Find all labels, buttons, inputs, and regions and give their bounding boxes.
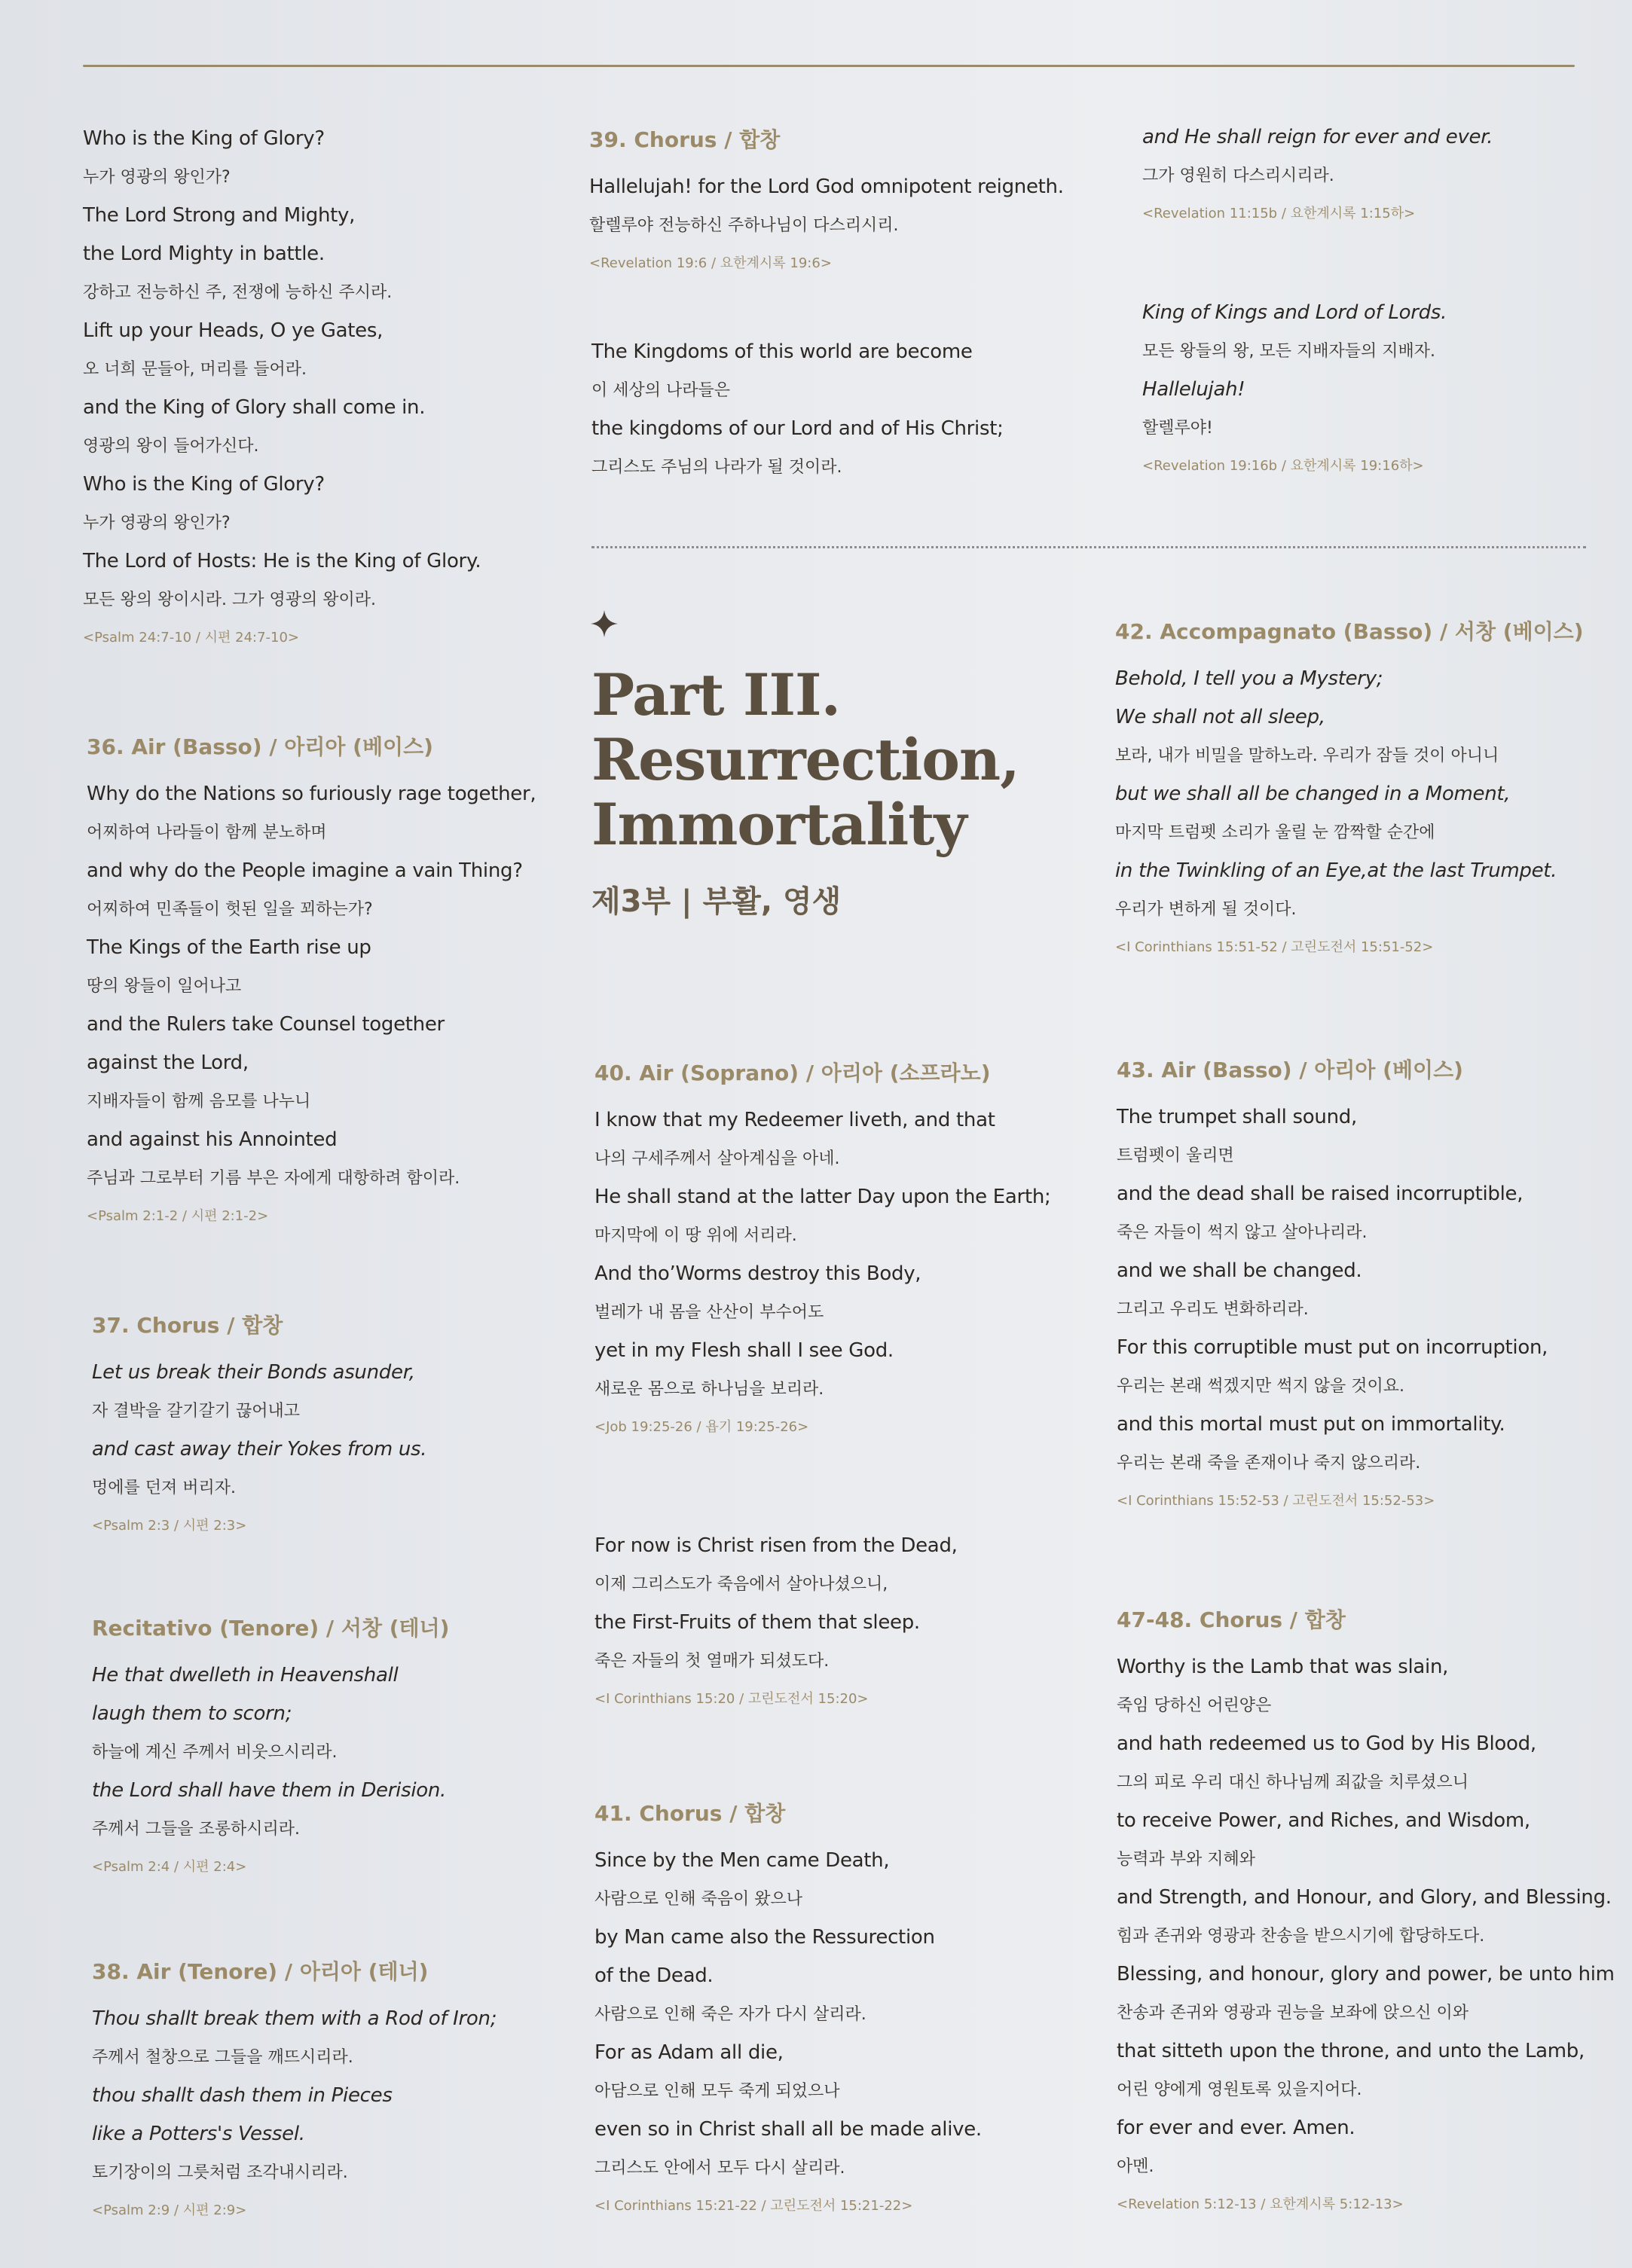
english-lyric-line: For as Adam all die, bbox=[594, 2041, 784, 2064]
korean-lyric-line: 나의 구세주께서 살아계심을 아네. bbox=[594, 1149, 840, 1168]
section-heading: 40. Air (Soprano) / 아리아 (소프라노) bbox=[594, 1061, 991, 1085]
english-lyric-line: in the Twinkling of an Eye,at the last Trumpet. bbox=[1115, 859, 1557, 882]
section-heading: 47-48. Chorus / 합창 bbox=[1117, 1607, 1346, 1632]
english-lyric-line: The trumpet shall sound, bbox=[1117, 1106, 1357, 1128]
english-lyric-line: Behold, I tell you a Mystery; bbox=[1115, 667, 1383, 690]
scripture-reference: <Psalm 2:4 / 시편 2:4> bbox=[92, 1859, 247, 1875]
korean-lyric-line: 그리고 우리도 변화하리라. bbox=[1117, 1300, 1309, 1319]
english-lyric-line: Lift up your Heads, O ye Gates, bbox=[83, 319, 384, 342]
english-lyric-line: Who is the King of Glory? bbox=[83, 127, 325, 150]
korean-lyric-line: 주께서 철창으로 그들을 깨뜨시리라. bbox=[92, 2048, 353, 2067]
korean-lyric-line: 어찌하여 민족들이 헛된 일을 꾀하는가? bbox=[87, 900, 373, 919]
english-lyric-line: Why do the Nations so furiously rage together, bbox=[87, 783, 536, 805]
korean-lyric-line: 그리스도 주님의 나라가 될 것이라. bbox=[591, 458, 842, 477]
korean-lyric-line: 지배자들이 함께 음모를 나누니 bbox=[87, 1092, 311, 1111]
part-title-line3: Immortality bbox=[591, 791, 967, 858]
english-lyric-line: The Kings of the Earth rise up bbox=[87, 936, 371, 959]
english-lyric-line: King of Kings and Lord of Lords. bbox=[1142, 301, 1447, 324]
english-lyric-line: and the dead shall be raised incorruptible, bbox=[1117, 1183, 1524, 1205]
english-lyric-line: thou shallt dash them in Pieces bbox=[92, 2084, 393, 2107]
english-lyric-line: Let us break their Bonds asunder, bbox=[92, 1361, 415, 1384]
scripture-reference: <Psalm 2:3 / 시편 2:3> bbox=[92, 1518, 247, 1534]
korean-lyric-line: 사람으로 인해 죽은 자가 다시 살리라. bbox=[594, 2005, 866, 2024]
korean-lyric-line: 죽임 당하신 어린양은 bbox=[1117, 1696, 1272, 1715]
part-title-korean: 제3부 | 부활, 영생 bbox=[591, 884, 842, 919]
korean-lyric-line: 새로운 몸으로 하나님을 보리라. bbox=[594, 1380, 824, 1399]
english-lyric-line: of the Dead. bbox=[594, 1964, 714, 1987]
english-lyric-line: Blessing, and honour, glory and power, be unto him bbox=[1117, 1963, 1615, 1986]
korean-lyric-line: 아담으로 인해 모두 죽게 되었으나 bbox=[594, 2082, 840, 2101]
english-lyric-line: and this mortal must put on immortality. bbox=[1117, 1413, 1505, 1436]
korean-lyric-line: 토기장이의 그릇처럼 조각내시리라. bbox=[92, 2163, 348, 2182]
section-36 bbox=[87, 728, 536, 1235]
english-lyric-line: but we shall all be changed in a Moment, bbox=[1115, 783, 1511, 805]
part-title-line1: Part III. bbox=[591, 661, 841, 728]
korean-lyric-line: 주님과 그로부터 기름 부은 자에게 대항하려 함이라. bbox=[87, 1169, 460, 1188]
part-title bbox=[591, 663, 1019, 857]
english-lyric-line: to receive Power, and Riches, and Wisdom, bbox=[1117, 1809, 1530, 1832]
english-lyric-line: Hallelujah! bbox=[1142, 378, 1245, 401]
english-lyric-line: Hallelujah! for the Lord God omnipotent reigneth. bbox=[589, 176, 1064, 198]
korean-lyric-line: 그가 영원히 다스리시리라. bbox=[1142, 166, 1334, 185]
section-recitativo bbox=[92, 1610, 449, 1886]
english-lyric-line: laugh them to scorn; bbox=[92, 1702, 292, 1725]
english-lyric-line: yet in my Flesh shall I see God. bbox=[594, 1339, 894, 1362]
part-title-line2: Resurrection, bbox=[591, 726, 1019, 793]
english-lyric-line: For this corruptible must put on incorruption, bbox=[1117, 1336, 1548, 1359]
korean-lyric-line: 모든 왕들의 왕, 모든 지배자들의 지배자. bbox=[1142, 342, 1435, 361]
english-lyric-line: Who is the King of Glory? bbox=[83, 473, 325, 496]
korean-lyric-line: 찬송과 존귀와 영광과 권능을 보좌에 앉으신 이와 bbox=[1117, 2004, 1469, 2022]
korean-lyric-line: 우리는 본래 죽을 존재이나 죽지 않으리라. bbox=[1117, 1454, 1421, 1473]
scripture-reference: <Psalm 2:1-2 / 시편 2:1-2> bbox=[87, 1208, 269, 1224]
korean-lyric-line: 힘과 존귀와 영광과 찬송을 받으시기에 합당하도다. bbox=[1117, 1927, 1485, 1946]
section-39 bbox=[589, 121, 1064, 282]
korean-lyric-line: 오 너희 문들아, 머리를 들어라. bbox=[83, 360, 307, 379]
korean-lyric-line: 마지막에 이 땅 위에 서리라. bbox=[594, 1226, 797, 1245]
risen-block bbox=[594, 1527, 958, 1718]
english-lyric-line: The Lord of Hosts: He is the King of Glory. bbox=[83, 550, 481, 572]
reign-block bbox=[1142, 118, 1493, 233]
english-lyric-line: the kingdoms of our Lord and of His Christ; bbox=[591, 417, 1004, 440]
scripture-reference: <Revelation 19:6 / 요한계시록 19:6> bbox=[589, 255, 832, 271]
english-lyric-line: and Strength, and Honour, and Glory, and Blessing. bbox=[1117, 1886, 1612, 1909]
korean-lyric-line: 어찌하여 나라들이 함께 분노하며 bbox=[87, 823, 327, 842]
english-lyric-line: by Man came also the Ressurection bbox=[594, 1926, 935, 1949]
korean-lyric-line: 강하고 전능하신 주, 전쟁에 능하신 주시라. bbox=[83, 283, 393, 302]
english-lyric-line: and He shall reign for ever and ever. bbox=[1142, 126, 1493, 148]
korean-lyric-line: 땅의 왕들이 일어나고 bbox=[87, 977, 242, 996]
korean-lyric-line: 사람으로 인해 죽음이 왔으나 bbox=[594, 1890, 803, 1909]
english-lyric-line: like a Potters's Vessel. bbox=[92, 2123, 305, 2145]
scripture-reference: <I Corinthians 15:20 / 고린도전서 15:20> bbox=[594, 1691, 869, 1707]
section-heading: 41. Chorus / 합창 bbox=[594, 1801, 786, 1826]
section-41 bbox=[594, 1795, 982, 2225]
korean-lyric-line: 죽은 자들의 첫 열매가 되셨도다. bbox=[594, 1652, 830, 1671]
english-lyric-line: The Kingdoms of this world are become bbox=[591, 340, 973, 363]
korean-lyric-line: 우리가 변하게 될 것이다. bbox=[1115, 900, 1297, 919]
section-heading: 43. Air (Basso) / 아리아 (베이스) bbox=[1117, 1058, 1463, 1082]
english-lyric-line: and the King of Glory shall come in. bbox=[83, 396, 426, 419]
korean-lyric-line: 이 세상의 나라들은 bbox=[591, 381, 731, 400]
scripture-reference: <Revelation 5:12-13 / 요한계시록 5:12-13> bbox=[1117, 2196, 1404, 2212]
english-lyric-line: Worthy is the Lamb that was slain, bbox=[1117, 1656, 1449, 1678]
section-heading: Recitativo (Tenore) / 서창 (테너) bbox=[92, 1616, 450, 1641]
dotted-divider bbox=[591, 546, 1586, 548]
english-lyric-line: and why do the People imagine a vain Thing? bbox=[87, 859, 523, 882]
sparkle-icon bbox=[589, 609, 619, 639]
english-lyric-line: that sitteth upon the throne, and unto the Lamb, bbox=[1117, 2040, 1585, 2062]
korean-lyric-line: 아멘. bbox=[1117, 2157, 1154, 2176]
scripture-reference: <I Corinthians 15:52-53 / 고린도전서 15:52-53> bbox=[1117, 1493, 1435, 1509]
english-lyric-line: And tho’Worms destroy this Body, bbox=[594, 1262, 921, 1285]
english-lyric-line: the First-Fruits of them that sleep. bbox=[594, 1611, 920, 1634]
section-heading: 37. Chorus / 합창 bbox=[92, 1313, 283, 1338]
scripture-reference: <I Corinthians 15:21-22 / 고린도전서 15:21-22> bbox=[594, 2198, 913, 2214]
kings-block bbox=[1142, 294, 1447, 485]
korean-lyric-line: 모든 왕의 왕이시라. 그가 영광의 왕이라. bbox=[83, 591, 376, 609]
scripture-reference: <Psalm 24:7-10 / 시편 24:7-10> bbox=[83, 630, 300, 646]
korean-lyric-line: 할렐루야 전능하신 주하나님이 다스리시리. bbox=[589, 216, 899, 235]
english-lyric-line: He shall stand at the latter Day upon the Earth; bbox=[594, 1186, 1051, 1208]
korean-lyric-line: 벌레가 내 몸을 산산이 부수어도 bbox=[594, 1303, 824, 1322]
korean-lyric-line: 죽은 자들이 썩지 않고 살아나리라. bbox=[1117, 1223, 1368, 1242]
korean-lyric-line: 보라, 내가 비밀을 말하노라. 우리가 잠들 것이 아니니 bbox=[1115, 746, 1499, 765]
korean-lyric-line: 이제 그리스도가 죽음에서 살아나셨으니, bbox=[594, 1575, 888, 1594]
korean-lyric-line: 멍에를 던져 버리자. bbox=[92, 1479, 236, 1497]
english-lyric-line: For now is Christ risen from the Dead, bbox=[594, 1534, 958, 1557]
section-43 bbox=[1117, 1052, 1548, 1520]
korean-lyric-line: 우리는 본래 썩겠지만 썩지 않을 것이요. bbox=[1117, 1377, 1404, 1396]
english-lyric-line: and we shall be changed. bbox=[1117, 1259, 1362, 1282]
scripture-reference: <Revelation 19:16b / 요한계시록 19:16하> bbox=[1142, 458, 1424, 474]
korean-lyric-line: 누가 영광의 왕인가? bbox=[83, 168, 231, 187]
english-lyric-line: even so in Christ shall all be made alive. bbox=[594, 2118, 982, 2141]
english-lyric-line: the Lord shall have them in Derision. bbox=[92, 1779, 446, 1802]
english-lyric-line: We shall not all sleep, bbox=[1115, 706, 1325, 728]
section-40 bbox=[594, 1055, 1050, 1446]
psalm24-block bbox=[83, 120, 481, 657]
korean-lyric-line: 주께서 그들을 조롱하시리라. bbox=[92, 1820, 301, 1839]
section-42 bbox=[1115, 613, 1584, 966]
korean-lyric-line: 마지막 트럼펫 소리가 울릴 눈 깜짝할 순간에 bbox=[1115, 823, 1435, 842]
english-lyric-line: He that dwelleth in Heavenshall bbox=[92, 1664, 399, 1687]
korean-lyric-line: 할렐루야! bbox=[1142, 419, 1213, 438]
english-lyric-line: I know that my Redeemer liveth, and that bbox=[594, 1109, 995, 1131]
english-lyric-line: against the Lord, bbox=[87, 1052, 249, 1074]
english-lyric-line: Since by the Men came Death, bbox=[594, 1849, 890, 1872]
korean-lyric-line: 어린 양에게 영원토록 있을지어다. bbox=[1117, 2080, 1362, 2099]
section-heading: 39. Chorus / 합창 bbox=[589, 127, 781, 152]
english-lyric-line: for ever and ever. Amen. bbox=[1117, 2117, 1355, 2139]
english-lyric-line: Thou shallt break them with a Rod of Iron; bbox=[92, 2007, 497, 2030]
section-37 bbox=[92, 1307, 426, 1545]
scripture-reference: <Revelation 11:15b / 요한계시록 1:15하> bbox=[1142, 206, 1416, 221]
korean-lyric-line: 트럼펫이 울리면 bbox=[1117, 1146, 1234, 1165]
section-47-48 bbox=[1117, 1601, 1615, 2224]
kingdoms-block bbox=[591, 333, 1004, 487]
section-38 bbox=[92, 1953, 497, 2230]
korean-lyric-line: 누가 영광의 왕인가? bbox=[83, 514, 231, 533]
scripture-reference: <Psalm 2:9 / 시편 2:9> bbox=[92, 2202, 247, 2218]
top-rule bbox=[83, 65, 1575, 67]
section-heading: 42. Accompagnato (Basso) / 서창 (베이스) bbox=[1115, 619, 1584, 644]
english-lyric-line: The Lord Strong and Mighty, bbox=[83, 204, 356, 227]
english-lyric-line: and hath redeemed us to God by His Blood, bbox=[1117, 1732, 1536, 1755]
section-heading: 36. Air (Basso) / 아리아 (베이스) bbox=[87, 734, 433, 759]
korean-lyric-line: 그리스도 안에서 모두 다시 살리라. bbox=[594, 2159, 845, 2178]
english-lyric-line: the Lord Mighty in battle. bbox=[83, 243, 325, 265]
scripture-reference: <I Corinthians 15:51-52 / 고린도전서 15:51-52> bbox=[1115, 939, 1434, 955]
korean-lyric-line: 영광의 왕이 들어가신다. bbox=[83, 437, 259, 456]
english-lyric-line: and cast away their Yokes from us. bbox=[92, 1438, 427, 1461]
korean-lyric-line: 자 결박을 갈기갈기 끊어내고 bbox=[92, 1402, 301, 1421]
english-lyric-line: and against his Annointed bbox=[87, 1128, 338, 1151]
english-lyric-line: and the Rulers take Counsel together bbox=[87, 1013, 445, 1036]
section-heading: 38. Air (Tenore) / 아리아 (테너) bbox=[92, 1959, 429, 1984]
korean-lyric-line: 그의 피로 우리 대신 하나님께 죄값을 치루셨으니 bbox=[1117, 1773, 1469, 1792]
scripture-reference: <Job 19:25-26 / 욥기 19:25-26> bbox=[594, 1419, 809, 1435]
korean-lyric-line: 능력과 부와 지혜와 bbox=[1117, 1850, 1256, 1869]
korean-lyric-line: 하늘에 계신 주께서 비웃으시리라. bbox=[92, 1743, 338, 1762]
